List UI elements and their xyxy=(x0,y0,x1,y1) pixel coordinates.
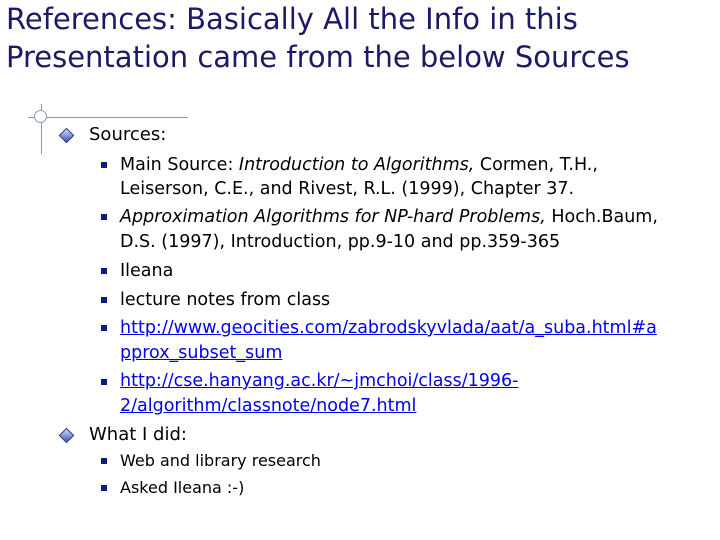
source-link-hanyang[interactable]: http://cse.hanyang.ac.kr/~jmchoi/class/1996- xyxy=(120,371,519,391)
square-bullet-icon xyxy=(101,162,107,168)
decorative-circle-icon xyxy=(34,110,47,123)
activity-item-research: Web and library research xyxy=(120,451,321,470)
decorative-rule-horizontal xyxy=(28,117,188,118)
diamond-bullet-icon xyxy=(59,428,75,444)
source-link-geocities-continued[interactable]: pprox_subset_sum xyxy=(120,343,283,363)
source-main-book-title: Introduction to Algorithms, xyxy=(238,155,475,175)
square-bullet-icon xyxy=(101,458,107,464)
title-line-2: Presentation came from the below Sources xyxy=(6,40,630,74)
source-item-ileana: Ileana xyxy=(120,261,174,281)
square-bullet-icon xyxy=(101,297,107,303)
source-item-main xyxy=(120,154,598,176)
source-item-approx xyxy=(120,206,658,228)
source-main-prefix: Main Source: xyxy=(120,155,239,175)
activity-item-asked-ileana: Asked Ileana :-) xyxy=(120,478,245,497)
source-main-line2: Leiserson, C.E., and Rivest, R.L. (1999), Chapter 37. xyxy=(120,179,575,199)
source-approx-book-title: Approximation Algorithms for NP-hard Problems, xyxy=(120,207,546,227)
diamond-bullet-icon xyxy=(59,128,75,144)
slide-title xyxy=(6,0,718,76)
square-bullet-icon xyxy=(101,214,107,220)
source-main-authors: Cormen, T.H., xyxy=(474,155,598,175)
square-bullet-icon xyxy=(101,325,107,331)
source-link-geocities[interactable]: http://www.geocities.com/zabrodskyvlada/aat/a_suba.html#a xyxy=(120,318,657,338)
square-bullet-icon xyxy=(101,268,107,274)
source-link-hanyang-continued[interactable]: 2/algorithm/classnote/node7.html xyxy=(120,396,417,416)
source-item-lecture-notes: lecture notes from class xyxy=(120,290,331,310)
sources-heading: Sources: xyxy=(89,124,167,145)
square-bullet-icon xyxy=(101,485,107,491)
source-approx-author: Hoch.Baum, xyxy=(545,207,658,227)
title-line-1: References: Basically All the Info in this xyxy=(6,2,578,36)
source-approx-line2: D.S. (1997), Introduction, pp.9-10 and pp.359-365 xyxy=(120,232,561,252)
what-i-did-heading: What I did: xyxy=(89,424,187,445)
square-bullet-icon xyxy=(101,379,107,385)
